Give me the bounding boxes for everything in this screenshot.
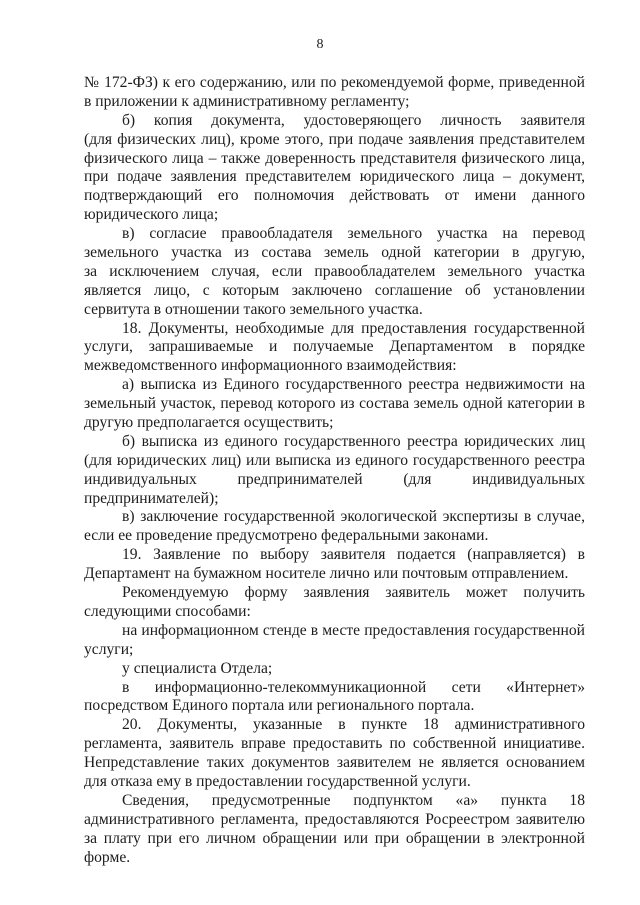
text-line: если ее проведение предусмотрено федеральными законами. <box>84 527 489 545</box>
text-line: а) выписка из Единого государственного реестра недвижимости на <box>122 376 585 394</box>
text-line: при подаче заявления представителем юридического лица – документ, <box>84 168 585 186</box>
text-line: 20. Документы, указанные в пункте 18 административного <box>122 716 585 734</box>
text-line: за плату при его личном обращении или при обращении в электронной <box>84 829 585 847</box>
text-line: индивидуальных предпринимателей (для индивидуальных <box>84 470 585 488</box>
text-line: предпринимателей); <box>84 489 219 507</box>
text-line: в информационно-телекоммуникационной сети «Интернет» <box>122 678 585 696</box>
text-line: Непредставление таких документов заявителем не является основанием <box>84 754 585 772</box>
text-line: другую предполагается осуществить; <box>84 414 334 432</box>
text-line: для отказа ему в предоставлении государственной услуги. <box>84 772 471 790</box>
text-line: земельного участка из состава земель одной категории в другую, <box>84 244 585 262</box>
text-line: услуги, запрашиваемые и получаемые Департаментом в порядке <box>84 338 585 356</box>
text-line: форме. <box>84 848 131 866</box>
text-line: 18. Документы, необходимые для предоставления государственной <box>122 319 585 337</box>
text-line: за исключением случая, если правообладателем земельного участка <box>84 262 585 280</box>
text-line: межведомственного информационного взаимодействия: <box>84 357 457 375</box>
text-line: является лицо, с которым заключено соглашение об установлении <box>84 281 585 299</box>
text-line: Рекомендуемую форму заявления заявитель может получить <box>122 584 585 602</box>
text-line: посредством Единого портала или регионального портала. <box>84 697 475 715</box>
text-line: на информационном стенде в месте предоставления государственной <box>122 621 585 639</box>
page-number: 8 <box>316 37 324 52</box>
text-line: б) выписка из единого государственного реестра юридических лиц <box>122 432 585 450</box>
text-line: в) согласие правообладателя земельного участка на перевод <box>122 225 585 243</box>
text-line: административного регламента, предоставляются Росреестром заявителю <box>84 810 585 828</box>
text-line: Сведения, предусмотренные подпунктом «а» пункта 18 <box>122 791 585 809</box>
text-line: подтверждающий его полномочия действовать от имени данного <box>84 187 585 205</box>
text-line: (для физических лиц), кроме этого, при подаче заявления представителем <box>84 130 585 148</box>
text-line: сервитута в отношении такого земельного участка. <box>84 300 423 318</box>
text-line: регламента, заявитель вправе предоставить по собственной инициативе. <box>84 735 585 753</box>
text-line: в) заключение государственной экологической экспертизы в случае, <box>122 508 585 526</box>
text-line: Департамент на бумажном носителе лично или почтовым отправлением. <box>84 565 569 583</box>
document-body <box>84 74 585 867</box>
text-line: юридического лица; <box>84 206 219 224</box>
text-line: № 172-ФЗ) к его содержанию, или по рекомендуемой форме, приведенной <box>84 74 585 91</box>
text-line: 19. Заявление по выбору заявителя подается (направляется) в <box>122 546 585 564</box>
text-line: земельный участок, перевод которого из состава земель одной категории в <box>84 395 585 413</box>
text-line: следующими способами: <box>84 602 251 620</box>
text-line: у специалиста Отдела; <box>122 659 273 677</box>
text-line: б) копия документа, удостоверяющего личность заявителя <box>122 111 585 129</box>
text-line: физического лица – также доверенность представителя физического лица, <box>84 149 585 167</box>
text-line: (для юридических лиц) или выписка из единого государственного реестра <box>84 451 585 469</box>
text-line: в приложении к административному регламенту; <box>84 92 410 110</box>
text-line: услуги; <box>84 640 134 658</box>
